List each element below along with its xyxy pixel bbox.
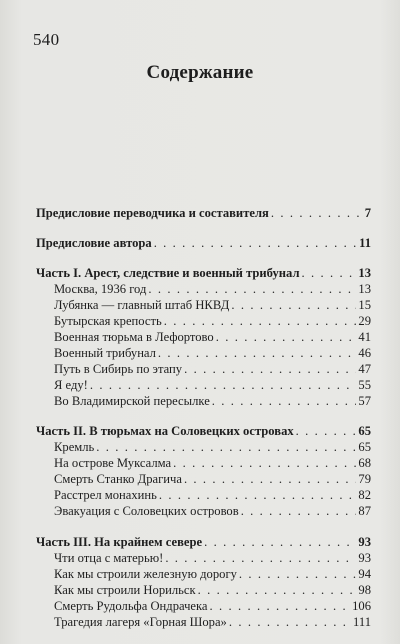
toc-entry-page: 79 <box>358 472 371 486</box>
toc-entry <box>54 329 371 345</box>
toc-entry <box>54 503 371 519</box>
toc-dot-leader <box>184 361 356 377</box>
toc-entry <box>36 235 371 251</box>
toc-dot-leader <box>302 265 357 281</box>
toc-dot-leader <box>241 503 357 519</box>
toc-dot-leader <box>296 423 357 439</box>
toc-entry-page: 87 <box>358 504 371 518</box>
toc-entry-title: Как мы строили железную дорогу <box>54 567 237 581</box>
toc-entry-page: 46 <box>358 346 371 360</box>
toc-entry-page: 93 <box>358 535 371 549</box>
toc-dot-leader <box>271 205 363 221</box>
toc-entry <box>54 297 371 313</box>
toc-entry-title: Во Владимирской пересылке <box>54 394 210 408</box>
toc-entry-title: Трагедия лагеря «Горная Шора» <box>54 615 227 629</box>
toc-dot-leader <box>216 329 357 345</box>
page-title: Содержание <box>146 62 254 83</box>
toc-dot-leader <box>90 377 357 393</box>
toc-dot-leader <box>96 439 356 455</box>
toc-entry-page: 29 <box>358 314 371 328</box>
toc-entry-page: 68 <box>358 456 371 470</box>
toc-entry-title: Военный трибунал <box>54 346 156 360</box>
toc-entry-title: Чти отца с матерью! <box>54 551 164 565</box>
toc-entry-title: Предисловие автора <box>36 236 152 250</box>
toc-part-heading <box>36 534 371 550</box>
toc-entry-title: Кремль <box>54 440 95 454</box>
toc-dot-leader <box>164 313 357 329</box>
toc-entry-title: Предисловие переводчика и составителя <box>36 206 269 220</box>
toc-dot-leader <box>239 566 357 582</box>
toc-entry <box>54 377 371 393</box>
toc-entry-title: Часть III. На крайнем севере <box>36 535 203 549</box>
toc-entry-page: 93 <box>358 551 371 565</box>
toc-entry <box>54 439 371 455</box>
toc-entry-page: 55 <box>358 378 371 392</box>
toc-entry-title: Часть I. Арест, следствие и военный трибунал <box>36 266 300 280</box>
toc-entry-page: 47 <box>358 362 371 376</box>
toc-entry <box>54 566 371 582</box>
toc-entry <box>54 614 371 630</box>
page-number: 540 <box>33 30 60 49</box>
toc-entry-page: 13 <box>358 266 371 280</box>
toc-entry-page: 57 <box>358 394 371 408</box>
toc-entry-title: Смерть Станко Драгича <box>54 472 182 486</box>
toc-entry-title: Военная тюрьма в Лефортово <box>54 330 214 344</box>
toc-entry-title: Я еду! <box>54 378 88 392</box>
toc-entry-title: Расстрел монахинь <box>54 488 157 502</box>
toc-dot-leader <box>184 471 356 487</box>
toc-dot-leader <box>173 455 356 471</box>
toc-entry <box>54 393 371 409</box>
toc-entry-page: 106 <box>352 599 371 613</box>
toc-entry <box>54 471 371 487</box>
toc-dot-leader <box>158 345 356 361</box>
toc-entry-page: 82 <box>358 488 371 502</box>
toc-entry <box>54 281 371 297</box>
toc-dot-leader <box>204 534 356 550</box>
toc-entry-title: Часть II. В тюрьмах на Соловецких островах <box>36 424 294 438</box>
toc-entry-title: На острове Муксалма <box>54 456 172 470</box>
toc-entry-title: Путь в Сибирь по этапу <box>54 362 183 376</box>
toc-entry <box>54 455 371 471</box>
toc-entry-page: 7 <box>364 206 371 220</box>
toc-entry-page: 41 <box>358 330 371 344</box>
toc-entry-title: Как мы строили Норильск <box>54 583 196 597</box>
toc-entry <box>54 361 371 377</box>
toc-entry-title: Смерть Рудольфа Ондрачека <box>54 599 208 613</box>
toc-dot-leader <box>154 235 357 251</box>
toc-entry <box>54 313 371 329</box>
toc-entry-page: 111 <box>353 615 371 629</box>
toc-dot-leader <box>212 393 357 409</box>
toc-entry-page: 13 <box>358 282 371 296</box>
toc-dot-leader <box>198 582 357 598</box>
toc-entry <box>54 550 371 566</box>
toc-entry-title: Эвакуация с Соловецких островов <box>54 504 239 518</box>
toc-entry-page: 65 <box>358 440 371 454</box>
toc-entry-page: 65 <box>358 424 371 438</box>
toc-entry-page: 11 <box>359 236 371 250</box>
toc-entry-page: 94 <box>358 567 371 581</box>
toc-dot-leader <box>210 598 351 614</box>
toc-part-heading <box>36 265 371 281</box>
toc-entry-title: Бутырская крепость <box>54 314 162 328</box>
toc-entry-title: Москва, 1936 год <box>54 282 147 296</box>
toc-entry <box>54 582 371 598</box>
toc-entry <box>54 345 371 361</box>
toc-dot-leader <box>159 487 357 503</box>
toc-part-heading <box>36 423 371 439</box>
toc-entry <box>36 205 371 221</box>
toc-entry-title: Лубянка — главный штаб НКВД <box>54 298 230 312</box>
toc-entry <box>54 487 371 503</box>
toc-dot-leader <box>165 550 356 566</box>
toc-entry-page: 98 <box>358 583 371 597</box>
toc-entry <box>54 598 371 614</box>
toc-dot-leader <box>229 614 351 630</box>
toc-entry-page: 15 <box>358 298 371 312</box>
toc-dot-leader <box>148 281 356 297</box>
toc-dot-leader <box>231 297 356 313</box>
